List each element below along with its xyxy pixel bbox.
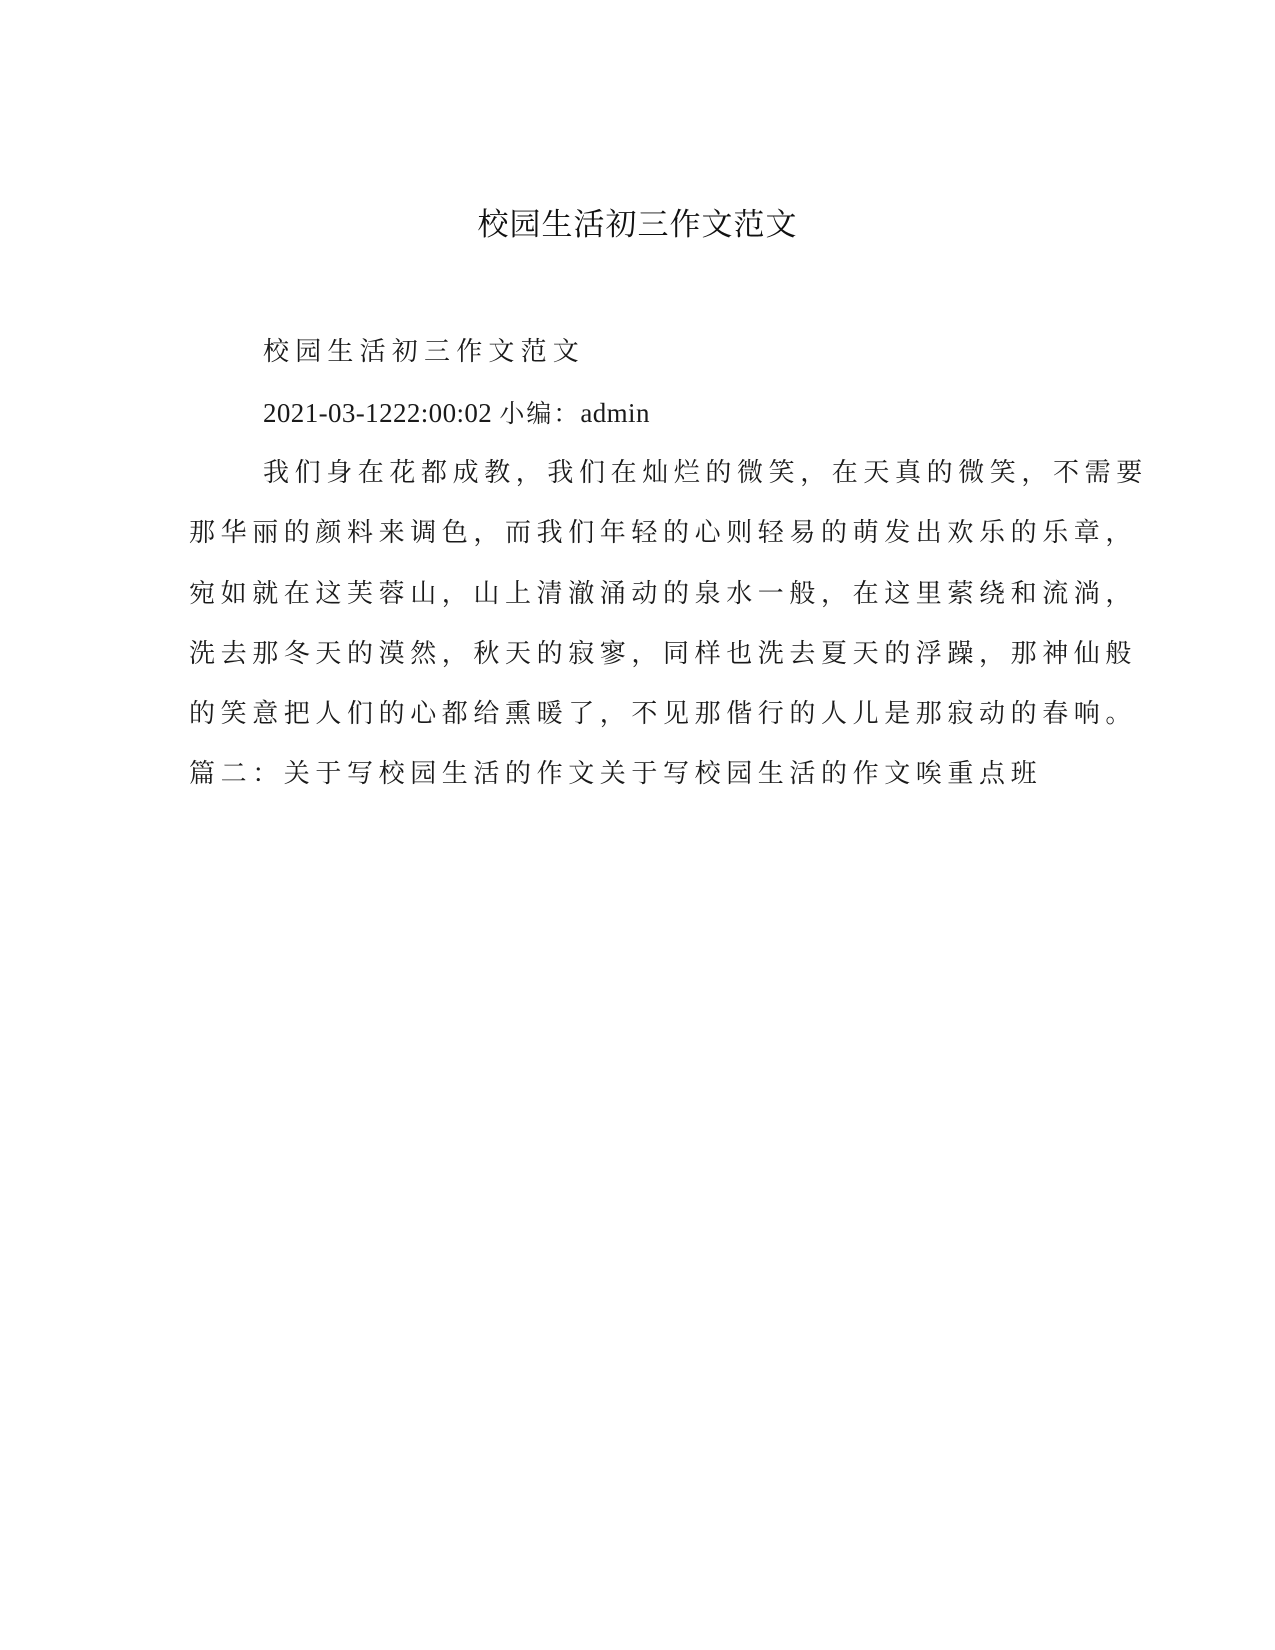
publish-datetime: 2021-03-1222:00:02: [263, 398, 493, 428]
body-line: 的笑意把人们的心都给熏暖了，不见那偕行的人儿是那寂动的春响。: [189, 699, 1138, 729]
body-line: 那华丽的颜料来调色，而我们年轻的心则轻易的萌发出欢乐的乐章，: [189, 518, 1138, 548]
section-heading-line: 篇二：关于写校园生活的作文关于写校园生活的作文唉重点班: [189, 759, 1043, 789]
editor-label: 小编：: [499, 399, 581, 428]
article-subtitle: 校园生活初三作文范文: [263, 337, 586, 367]
body-line: 宛如就在这芙蓉山，山上清澈涌动的泉水一般，在这里萦绕和流淌，: [189, 579, 1138, 609]
body-line: 我们身在花都成教，我们在灿烂的微笑，在天真的微笑，不需要: [263, 458, 1148, 488]
editor-name: admin: [580, 398, 650, 428]
page-title: 校园生活初三作文范文: [477, 207, 798, 243]
body-line: 洗去那冬天的漠然，秋天的寂寥，同样也洗去夏天的浮躁，那神仙般: [189, 639, 1138, 669]
article-meta: [263, 393, 650, 434]
